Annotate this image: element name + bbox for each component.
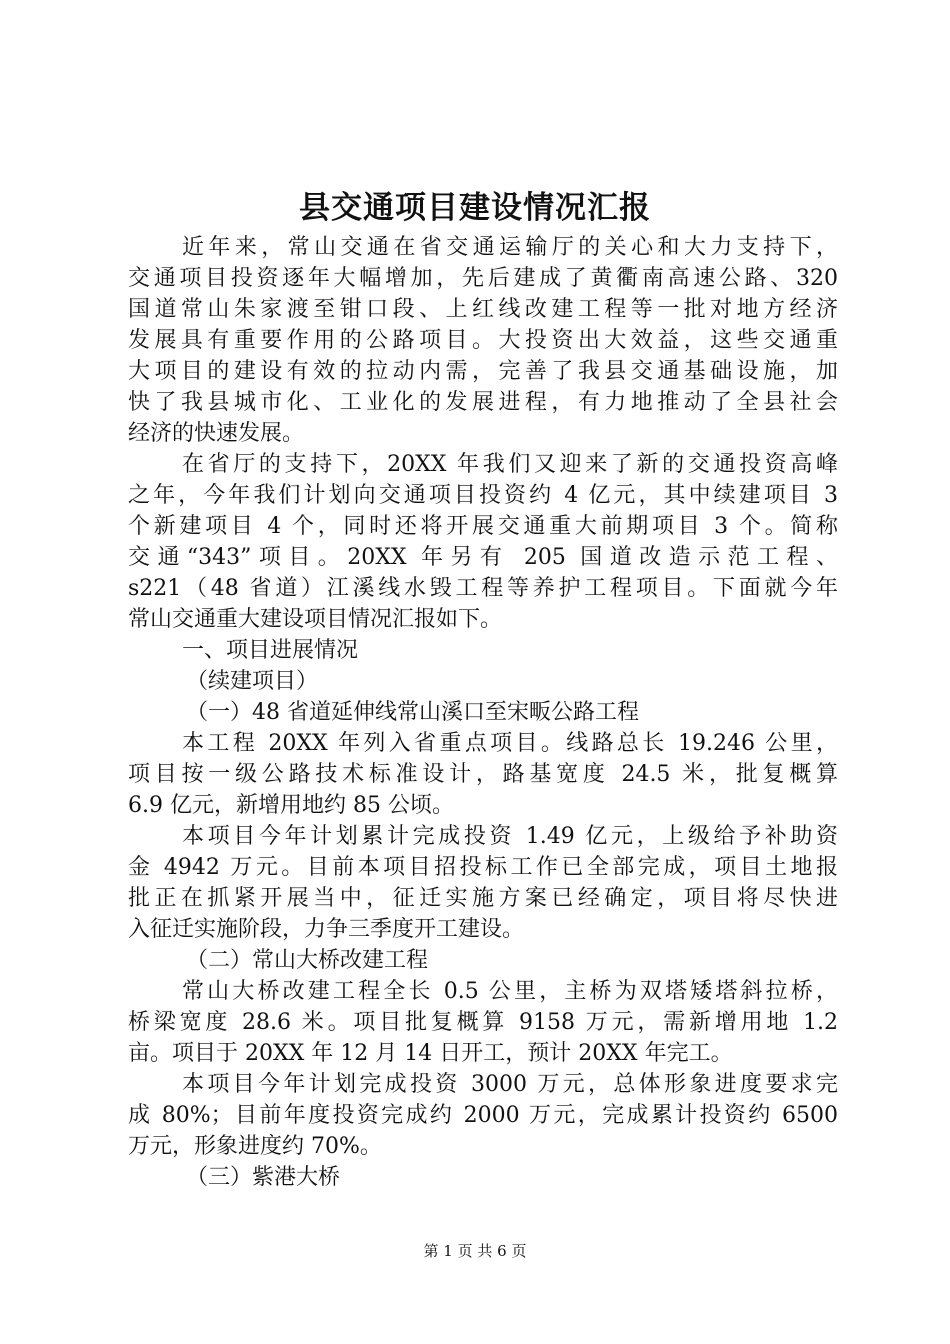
body-line: 万元，形象进度约 70%。 (128, 1134, 382, 1159)
body-line: 国道常山朱家渡至钳口段、上红线改建工程等一批对地方经济 (128, 297, 838, 322)
body-line: s221（48 省道）江溪线水毁工程等养护工程项目。下面就今年 (128, 576, 838, 601)
body-line: 批正在抓紧开展当中，征迁实施方案已经确定，项目将尽快进 (128, 886, 838, 911)
body-line: 项目按一级公路技术标准设计，路基宽度 24.5 米，批复概算 (128, 762, 838, 787)
body-line: 成 80%；目前年度投资完成约 2000 万元，完成累计投资约 6500 (128, 1103, 838, 1128)
body-line: 发展具有重要作用的公路项目。大投资出大效益，这些交通重 (128, 328, 838, 353)
page-footer: 第 1 页 共 6 页 (423, 1242, 527, 1260)
body-line: 本工程 20XX 年列入省重点项目。线路总长 19.246 公里， (182, 731, 838, 756)
body-line: 常山大桥改建工程全长 0.5 公里，主桥为双塔矮塔斜拉桥， (182, 979, 838, 1004)
body-line: 大项目的建设有效的拉动内需，完善了我县交通基础设施，加 (128, 359, 838, 384)
body-line: 本项目今年计划完成投资 3000 万元，总体形象进度要求完 (182, 1072, 838, 1097)
body-line: 快了我县城市化、工业化的发展进程，有力地推动了全县社会 (128, 390, 838, 415)
document-title: 县交通项目建设情况汇报 (299, 190, 651, 226)
document-body (128, 232, 838, 1193)
subsection-heading: （二）常山大桥改建工程 (186, 948, 429, 973)
body-line: 本项目今年计划累计完成投资 1.49 亿元，上级给予补助资 (182, 824, 838, 849)
section-heading: 一、项目进展情况 (182, 638, 359, 663)
body-line: 亩。项目于 20XX 年 12 月 14 日开工，预计 20XX 年完工。 (128, 1041, 733, 1066)
body-line: 交通“343”项目。20XX 年另有 205 国道改造示范工程、 (128, 545, 838, 570)
body-line: 之年，今年我们计划向交通项目投资约 4 亿元，其中续建项目 3 (128, 483, 838, 508)
body-line: 在省厅的支持下，20XX 年我们又迎来了新的交通投资高峰 (182, 452, 838, 477)
body-line: 金 4942 万元。目前本项目招投标工作已全部完成，项目土地报 (128, 855, 838, 880)
body-line: 经济的快速发展。 (128, 421, 305, 446)
subsection-heading: （一）48 省道延伸线常山溪口至宋畈公路工程 (186, 700, 639, 725)
body-line: 6.9 亿元，新增用地约 85 公顷。 (128, 793, 454, 818)
body-line: 桥梁宽度 28.6 米。项目批复概算 9158 万元，需新增用地 1.2 (128, 1010, 838, 1035)
body-line: 交通项目投资逐年大幅增加，先后建成了黄衢南高速公路、320 (128, 266, 838, 291)
subsection-heading: （续建项目） (186, 669, 319, 694)
subsection-heading: （三）紫港大桥 (186, 1165, 341, 1190)
body-line: 个新建项目 4 个，同时还将开展交通重大前期项目 3 个。简称 (128, 514, 838, 539)
body-line: 常山交通重大建设项目情况汇报如下。 (128, 607, 503, 632)
body-line: 入征迁实施阶段，力争三季度开工建设。 (128, 917, 525, 942)
body-line: 近年来，常山交通在省交通运输厅的关心和大力支持下， (182, 235, 838, 260)
